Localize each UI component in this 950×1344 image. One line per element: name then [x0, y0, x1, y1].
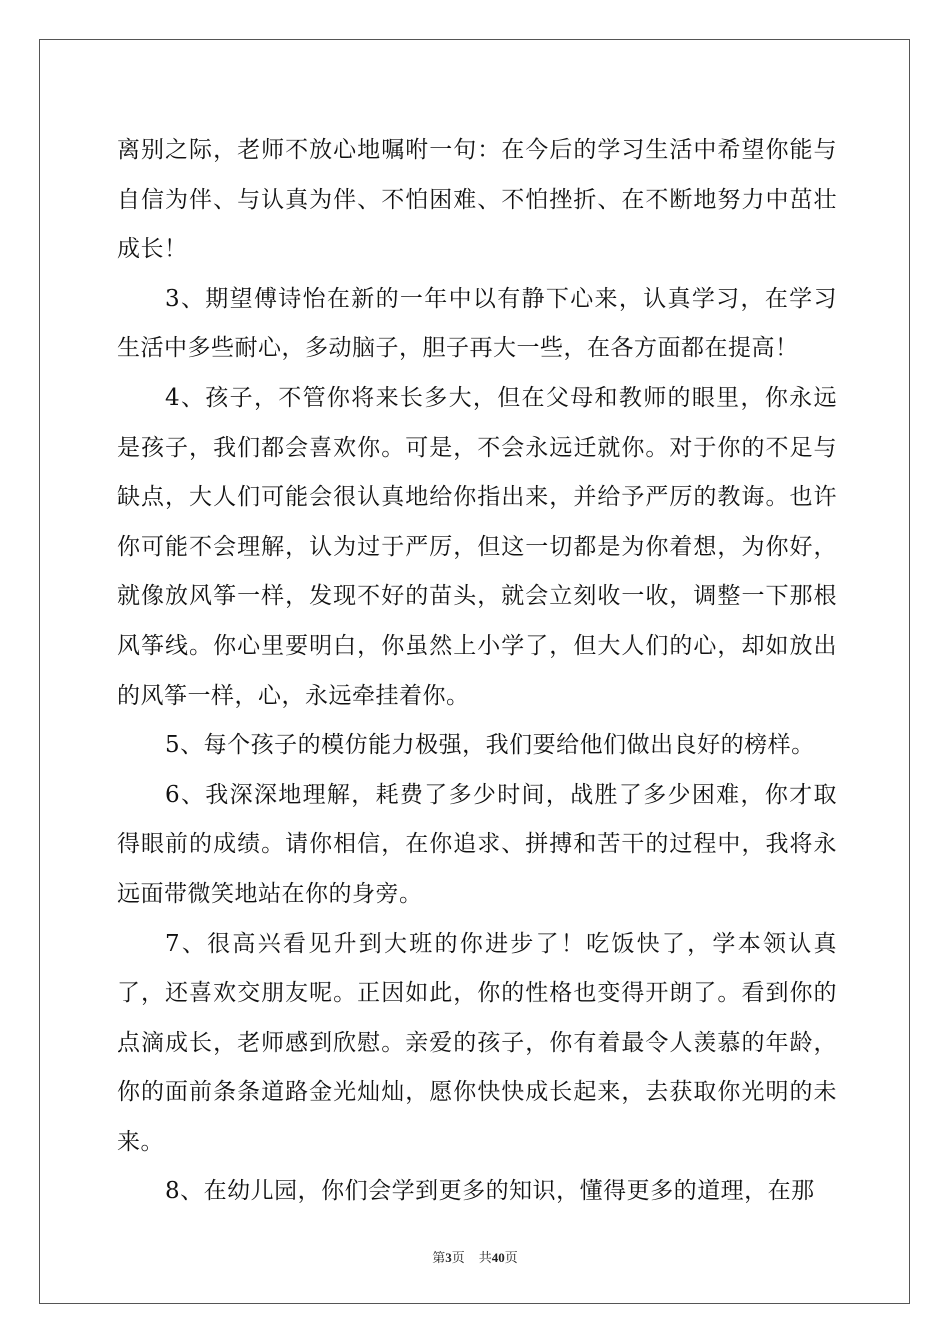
page-number: 3	[445, 1250, 452, 1265]
page-suffix: 页	[451, 1250, 465, 1265]
paragraph-5: 6、我深深地理解，耗费了多少时间，战胜了多少困难，你才取得眼前的成绩。请你相信，在你追求、拼搏和苦干的过程中，我将永远面带微笑地站在你的身旁。	[117, 781, 837, 907]
paragraph-2: 3、期望傅诗怡在新的一年中以有静下心来，认真学习，在学习生活中多些耐心，多动脑子，胆子再大一些，在各方面都在提高！	[117, 285, 837, 362]
paragraph-4: 5、每个孩子的模仿能力极强，我们要给他们做出良好的榜样。	[165, 732, 815, 759]
paragraph-1: 离别之际，老师不放心地嘱咐一句：在今后的学习生活中希望你能与自信为伴、与认真为伴、不怕困难、不怕挫折、在不断地努力中茁壮成长！	[117, 137, 837, 263]
total-pages: 40	[491, 1250, 505, 1265]
page-prefix: 第	[432, 1250, 446, 1265]
page-footer	[0, 1247, 950, 1266]
total-suffix: 页	[504, 1250, 518, 1265]
paragraph-3: 4、孩子，不管你将来长多大，但在父母和教师的眼里，你永远是孩子，我们都会喜欢你。可是，不会永远迁就你。对于你的不足与缺点，大人们可能会很认真地给你指出来，并给予严厉的教诲。也许你可能不会理解，认为过于严厉，但这一切都是为你着想，为你好，就像放风筝一样，发现不好的苗头，就会立刻收一收，调整一下那根风筝线。你心里要明白，你虽然上小学了，但大人们的心，却如放出的风筝一样，心，永远牵挂着你。	[117, 384, 837, 709]
paragraph-7: 8、在幼儿园，你们会学到更多的知识，懂得更多的道理，在那	[165, 1178, 815, 1205]
document-body	[117, 126, 837, 1217]
paragraph-6: 7、很高兴看见升到大班的你进步了！吃饭快了，学本领认真了，还喜欢交朋友呢。正因如此，你的性格也变得开朗了。看到你的点滴成长，老师感到欣慰。亲爱的孩子，你有着最令人羡慕的年龄，你的面前条条道路金光灿灿，愿你快快成长起来，去获取你光明的未来。	[117, 930, 837, 1155]
total-prefix: 共	[478, 1250, 492, 1265]
